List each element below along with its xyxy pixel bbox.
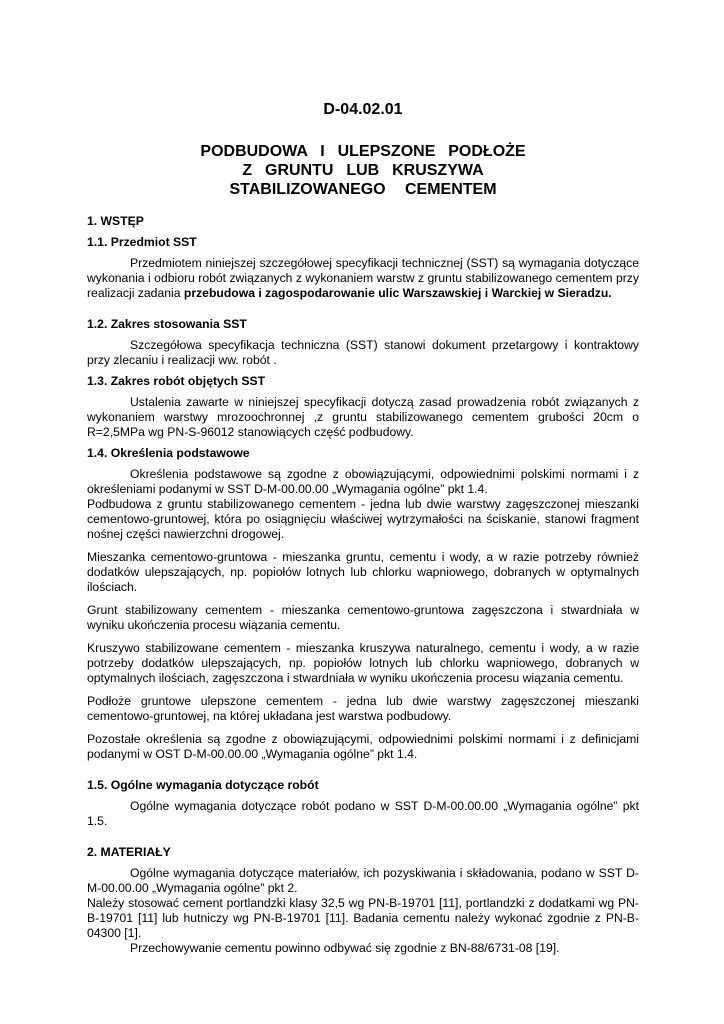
title-line: STABILIZOWANEGO CEMENTEM bbox=[229, 181, 497, 198]
project-name: przebudowa i zagospodarowanie ulic Warszawskiej i Warckiej w Sieradzu. bbox=[183, 286, 612, 300]
subsection-heading-1-5: 1.5. Ogólne wymagania dotyczące robót bbox=[87, 778, 319, 792]
document-body bbox=[87, 214, 639, 956]
subsection-heading-1-3: 1.3. Zakres robót objętych SST bbox=[87, 374, 266, 388]
section-heading-2: 2. MATERIAŁY bbox=[87, 845, 171, 859]
title-line: PODBUDOWA I ULEPSZONE PODŁOŻE bbox=[200, 143, 526, 160]
paragraph-1-4-a: Określenia podstawowe są zgodne z obowiązującymi, odpowiednimi polskimi normami i z określeniami podanymi w SST D-M-00.00.00 „Wymagania ogólne” pkt 1.4. bbox=[87, 467, 639, 496]
paragraph-1-4-f: Podłoże gruntowe ulepszone cementem - jedna lub dwie warstwy zagęszczonej mieszanki cementowo-gruntowej, na której układana jest warstwa podbudowy. bbox=[87, 694, 639, 723]
paragraph-2-a: Ogólne wymagania dotyczące materiałów, ich pozyskiwania i składowania, podano w SST D-M-00.00.00 „Wymagania ogólne” pkt 2. bbox=[87, 866, 639, 895]
paragraph-1-4-b: Podbudowa z gruntu stabilizowanego cementem - jedna lub dwie warstwy zagęszczonej mieszanki cementowo-gruntowej, która po osiągnięciu właściwej wytrzymałości na ściskanie, stanowi fragment nośnej części nawierzchni drogowej. bbox=[87, 497, 639, 541]
paragraph-1-1 bbox=[87, 256, 639, 301]
paragraph-1-2: Szczegółowa specyfikacja techniczna (SST) stanowi dokument przetargowy i kontraktowy przy zlecaniu i realizacji ww. robót . bbox=[87, 338, 639, 367]
paragraph-2-c: Przechowywanie cementu powinno odbywać się zgodnie z BN-88/6731-08 [19]. bbox=[130, 941, 560, 955]
paragraph-1-4-c: Mieszanka cementowo-gruntowa - mieszanka gruntu, cementu i wody, a w razie potrzeby również dodatków ulepszających, np. popiołów lotnych lub chlorku wapniowego, dobranych w optymalnych ilościach. bbox=[87, 550, 639, 594]
subsection-heading-1-4: 1.4. Określenia podstawowe bbox=[87, 446, 250, 460]
section-heading-1: 1. WSTĘP bbox=[87, 214, 144, 228]
paragraph-1-4-g: Pozostałe określenia są zgodne z obowiązującymi, odpowiednimi polskimi normami i z definicjami podanymi w OST D-M-00.00.00 „Wymagania ogólne” pkt 1.4. bbox=[87, 732, 639, 761]
paragraph-1-4-d: Grunt stabilizowany cementem - mieszanka cementowo-gruntowa zagęszczona i stwardniała w wyniku ukończenia procesu wiązania cementu. bbox=[87, 603, 639, 632]
paragraph-1-3: Ustalenia zawarte w niniejszej specyfikacji dotyczą zasad prowadzenia robót związanych z wykonaniem warstwy mrozoochronnej ,z gruntu stabilizowanego cementem grubości 20cm o R=2,5MPa wg PN-S-96012 stanowiących część podbudowy. bbox=[87, 395, 639, 439]
paragraph-1-4-e: Kruszywo stabilizowane cementem - mieszanka kruszywa naturalnego, cementu i wody, a w razie potrzeby dodatków ulepszających, np. popiołów lotnych lub chlorku wapniowego, dobranych w optymalnych ilościach, zagęszczona i stwardniała w wyniku ukończenia procesu wiązania cementu. bbox=[87, 641, 639, 685]
paragraph-text: Przedmiotem niniejszej szczegółowej specyfikacji technicznej (SST) są wymagania dotyczące wykonania i odbioru robót związanych z wykonaniem warstw z gruntu stabilizowanego cementem przy realizacji zadania bbox=[87, 256, 639, 300]
document-title bbox=[87, 142, 639, 199]
subsection-heading-1-1: 1.1. Przedmiot SST bbox=[87, 235, 197, 249]
paragraph-2-b: Należy stosować cement portlandzki klasy 32,5 wg PN-B-19701 [11], portlandzki z dodatkami wg PN-B-19701 [11] lub hutniczy wg PN-B-19701 [11]. Badania cementu należy wykonać zgodnie z PN-B-04300 [1]. bbox=[87, 896, 639, 940]
paragraph-1-5: Ogólne wymagania dotyczące robót podano w SST D-M-00.00.00 „Wymagania ogólne” pkt 1.5. bbox=[87, 799, 639, 828]
subsection-heading-1-2: 1.2. Zakres stosowania SST bbox=[87, 317, 247, 331]
title-line: Z GRUNTU LUB KRUSZYWA bbox=[242, 162, 484, 179]
spec-code: D-04.02.01 bbox=[323, 101, 403, 118]
